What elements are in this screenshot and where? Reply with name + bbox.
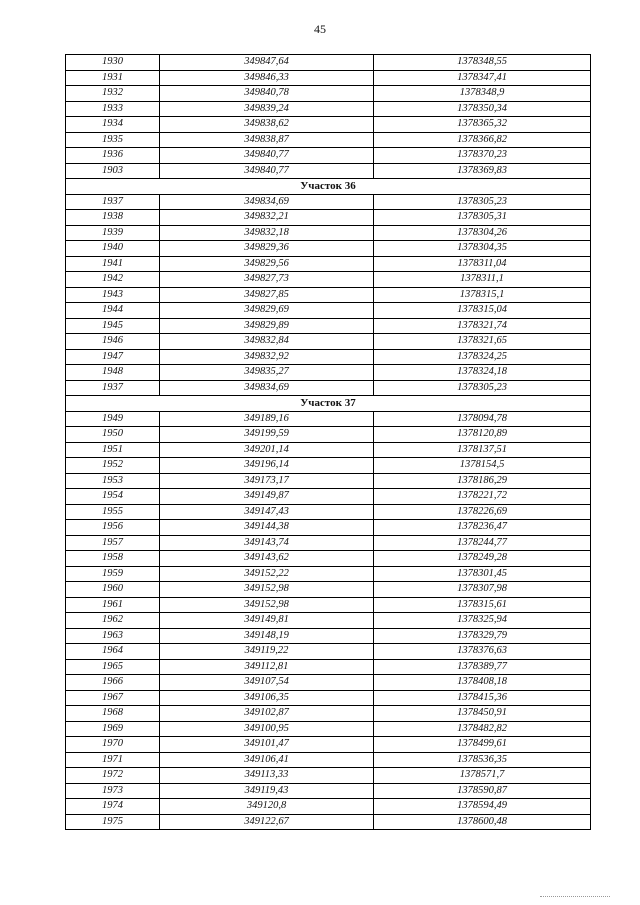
y-coordinate-cell: 1378590,87: [374, 783, 591, 799]
y-coordinate-cell: 1378366,82: [374, 132, 591, 148]
y-coordinate-cell: 1378482,82: [374, 721, 591, 737]
x-coordinate-cell: 349122,67: [160, 814, 374, 830]
table-row: [66, 613, 591, 629]
y-coordinate-cell: 1378369,83: [374, 163, 591, 179]
x-coordinate-cell: 349100,95: [160, 721, 374, 737]
x-coordinate-cell: 349840,77: [160, 163, 374, 179]
x-coordinate-cell: 349106,35: [160, 690, 374, 706]
y-coordinate-cell: 1378221,72: [374, 489, 591, 505]
y-coordinate-cell: 1378236,47: [374, 520, 591, 536]
x-coordinate-cell: 349846,33: [160, 70, 374, 86]
y-coordinate-cell: 1378324,18: [374, 365, 591, 381]
y-coordinate-cell: 1378154,5: [374, 458, 591, 474]
x-coordinate-cell: 349847,64: [160, 55, 374, 71]
y-coordinate-cell: 1378301,45: [374, 566, 591, 582]
point-number-cell: 1948: [66, 365, 160, 381]
point-number-cell: 1937: [66, 380, 160, 396]
point-number-cell: 1952: [66, 458, 160, 474]
table-row: [66, 582, 591, 598]
x-coordinate-cell: 349113,33: [160, 768, 374, 784]
point-number-cell: 1963: [66, 628, 160, 644]
y-coordinate-cell: 1378536,35: [374, 752, 591, 768]
x-coordinate-cell: 349839,24: [160, 101, 374, 117]
table-row: [66, 628, 591, 644]
y-coordinate-cell: 1378094,78: [374, 411, 591, 427]
y-coordinate-cell: 1378307,98: [374, 582, 591, 598]
table-row: [66, 721, 591, 737]
table-row: [66, 194, 591, 210]
y-coordinate-cell: 1378594,49: [374, 799, 591, 815]
point-number-cell: 1944: [66, 303, 160, 319]
y-coordinate-cell: 1378325,94: [374, 613, 591, 629]
y-coordinate-cell: 1378348,9: [374, 86, 591, 102]
x-coordinate-cell: 349119,22: [160, 644, 374, 660]
x-coordinate-cell: 349143,74: [160, 535, 374, 551]
point-number-cell: 1955: [66, 504, 160, 520]
point-number-cell: 1972: [66, 768, 160, 784]
point-number-cell: 1941: [66, 256, 160, 272]
table-row: [66, 504, 591, 520]
point-number-cell: 1962: [66, 613, 160, 629]
point-number-cell: 1961: [66, 597, 160, 613]
point-number-cell: 1933: [66, 101, 160, 117]
x-coordinate-cell: 349838,62: [160, 117, 374, 133]
x-coordinate-cell: 349107,54: [160, 675, 374, 691]
section-heading-row: [66, 179, 591, 195]
y-coordinate-cell: 1378370,23: [374, 148, 591, 164]
y-coordinate-cell: 1378315,61: [374, 597, 591, 613]
point-number-cell: 1936: [66, 148, 160, 164]
table-row: [66, 117, 591, 133]
table-row: [66, 287, 591, 303]
point-number-cell: 1975: [66, 814, 160, 830]
table-row: [66, 566, 591, 582]
y-coordinate-cell: 1378186,29: [374, 473, 591, 489]
table-row: [66, 163, 591, 179]
section-title: Участок 37: [66, 396, 591, 412]
x-coordinate-cell: 349834,69: [160, 194, 374, 210]
scan-mark: [540, 896, 610, 898]
x-coordinate-cell: 349148,19: [160, 628, 374, 644]
point-number-cell: 1947: [66, 349, 160, 365]
x-coordinate-cell: 349119,43: [160, 783, 374, 799]
x-coordinate-cell: 349189,16: [160, 411, 374, 427]
x-coordinate-cell: 349149,87: [160, 489, 374, 505]
table-row: [66, 659, 591, 675]
table-row: [66, 768, 591, 784]
point-number-cell: 1950: [66, 427, 160, 443]
y-coordinate-cell: 1378311,1: [374, 272, 591, 288]
table-row: [66, 535, 591, 551]
table-row: [66, 318, 591, 334]
x-coordinate-cell: 349173,17: [160, 473, 374, 489]
coordinates-table: [65, 54, 591, 830]
coordinates-table-body: [66, 55, 591, 830]
table-row: [66, 148, 591, 164]
x-coordinate-cell: 349144,38: [160, 520, 374, 536]
table-row: [66, 520, 591, 536]
table-row: [66, 752, 591, 768]
point-number-cell: 1937: [66, 194, 160, 210]
point-number-cell: 1973: [66, 783, 160, 799]
y-coordinate-cell: 1378571,7: [374, 768, 591, 784]
table-row: [66, 132, 591, 148]
table-row: [66, 799, 591, 815]
table-row: [66, 365, 591, 381]
y-coordinate-cell: 1378389,77: [374, 659, 591, 675]
x-coordinate-cell: 349201,14: [160, 442, 374, 458]
table-row: [66, 644, 591, 660]
x-coordinate-cell: 349838,87: [160, 132, 374, 148]
table-row: [66, 597, 591, 613]
table-row: [66, 303, 591, 319]
y-coordinate-cell: 1378600,48: [374, 814, 591, 830]
table-row: [66, 210, 591, 226]
point-number-cell: 1971: [66, 752, 160, 768]
y-coordinate-cell: 1378321,74: [374, 318, 591, 334]
x-coordinate-cell: 349152,98: [160, 582, 374, 598]
point-number-cell: 1949: [66, 411, 160, 427]
point-number-cell: 1957: [66, 535, 160, 551]
x-coordinate-cell: 349829,89: [160, 318, 374, 334]
table-row: [66, 783, 591, 799]
table-row: [66, 55, 591, 71]
x-coordinate-cell: 349840,78: [160, 86, 374, 102]
point-number-cell: 1951: [66, 442, 160, 458]
x-coordinate-cell: 349152,22: [160, 566, 374, 582]
table-row: [66, 675, 591, 691]
x-coordinate-cell: 349102,87: [160, 706, 374, 722]
x-coordinate-cell: 349199,59: [160, 427, 374, 443]
table-row: [66, 225, 591, 241]
y-coordinate-cell: 1378120,89: [374, 427, 591, 443]
y-coordinate-cell: 1378376,63: [374, 644, 591, 660]
table-row: [66, 349, 591, 365]
y-coordinate-cell: 1378350,34: [374, 101, 591, 117]
point-number-cell: 1970: [66, 737, 160, 753]
x-coordinate-cell: 349832,84: [160, 334, 374, 350]
y-coordinate-cell: 1378347,41: [374, 70, 591, 86]
x-coordinate-cell: 349829,56: [160, 256, 374, 272]
y-coordinate-cell: 1378315,04: [374, 303, 591, 319]
table-row: [66, 706, 591, 722]
point-number-cell: 1974: [66, 799, 160, 815]
point-number-cell: 1960: [66, 582, 160, 598]
x-coordinate-cell: 349827,73: [160, 272, 374, 288]
y-coordinate-cell: 1378305,23: [374, 380, 591, 396]
x-coordinate-cell: 349832,18: [160, 225, 374, 241]
x-coordinate-cell: 349829,36: [160, 241, 374, 257]
point-number-cell: 1935: [66, 132, 160, 148]
y-coordinate-cell: 1378329,79: [374, 628, 591, 644]
table-row: [66, 489, 591, 505]
table-row: [66, 256, 591, 272]
point-number-cell: 1945: [66, 318, 160, 334]
point-number-cell: 1956: [66, 520, 160, 536]
x-coordinate-cell: 349120,8: [160, 799, 374, 815]
y-coordinate-cell: 1378324,25: [374, 349, 591, 365]
section-title: Участок 36: [66, 179, 591, 195]
table-row: [66, 551, 591, 567]
point-number-cell: 1965: [66, 659, 160, 675]
x-coordinate-cell: 349196,14: [160, 458, 374, 474]
table-row: [66, 458, 591, 474]
point-number-cell: 1903: [66, 163, 160, 179]
point-number-cell: 1943: [66, 287, 160, 303]
point-number-cell: 1939: [66, 225, 160, 241]
x-coordinate-cell: 349835,27: [160, 365, 374, 381]
x-coordinate-cell: 349143,62: [160, 551, 374, 567]
x-coordinate-cell: 349152,98: [160, 597, 374, 613]
table-row: [66, 473, 591, 489]
table-row: [66, 427, 591, 443]
x-coordinate-cell: 349106,41: [160, 752, 374, 768]
y-coordinate-cell: 1378365,32: [374, 117, 591, 133]
y-coordinate-cell: 1378499,61: [374, 737, 591, 753]
point-number-cell: 1938: [66, 210, 160, 226]
y-coordinate-cell: 1378304,35: [374, 241, 591, 257]
point-number-cell: 1932: [66, 86, 160, 102]
y-coordinate-cell: 1378137,51: [374, 442, 591, 458]
x-coordinate-cell: 349829,69: [160, 303, 374, 319]
x-coordinate-cell: 349147,43: [160, 504, 374, 520]
table-row: [66, 70, 591, 86]
y-coordinate-cell: 1378311,04: [374, 256, 591, 272]
point-number-cell: 1958: [66, 551, 160, 567]
x-coordinate-cell: 349827,85: [160, 287, 374, 303]
y-coordinate-cell: 1378305,31: [374, 210, 591, 226]
point-number-cell: 1954: [66, 489, 160, 505]
x-coordinate-cell: 349834,69: [160, 380, 374, 396]
table-row: [66, 272, 591, 288]
y-coordinate-cell: 1378321,65: [374, 334, 591, 350]
y-coordinate-cell: 1378315,1: [374, 287, 591, 303]
y-coordinate-cell: 1378249,28: [374, 551, 591, 567]
point-number-cell: 1966: [66, 675, 160, 691]
table-row: [66, 86, 591, 102]
point-number-cell: 1946: [66, 334, 160, 350]
y-coordinate-cell: 1378244,77: [374, 535, 591, 551]
point-number-cell: 1968: [66, 706, 160, 722]
point-number-cell: 1969: [66, 721, 160, 737]
point-number-cell: 1940: [66, 241, 160, 257]
point-number-cell: 1942: [66, 272, 160, 288]
x-coordinate-cell: 349112,81: [160, 659, 374, 675]
table-row: [66, 411, 591, 427]
point-number-cell: 1953: [66, 473, 160, 489]
y-coordinate-cell: 1378305,23: [374, 194, 591, 210]
y-coordinate-cell: 1378415,36: [374, 690, 591, 706]
section-heading-row: [66, 396, 591, 412]
page-number: 45: [314, 22, 326, 36]
point-number-cell: 1967: [66, 690, 160, 706]
point-number-cell: 1931: [66, 70, 160, 86]
point-number-cell: 1934: [66, 117, 160, 133]
x-coordinate-cell: 349149,81: [160, 613, 374, 629]
table-row: [66, 690, 591, 706]
x-coordinate-cell: 349840,77: [160, 148, 374, 164]
table-row: [66, 737, 591, 753]
table-row: [66, 380, 591, 396]
y-coordinate-cell: 1378226,69: [374, 504, 591, 520]
y-coordinate-cell: 1378450,91: [374, 706, 591, 722]
y-coordinate-cell: 1378304,26: [374, 225, 591, 241]
x-coordinate-cell: 349101,47: [160, 737, 374, 753]
table-row: [66, 101, 591, 117]
y-coordinate-cell: 1378408,18: [374, 675, 591, 691]
y-coordinate-cell: 1378348,55: [374, 55, 591, 71]
point-number-cell: 1959: [66, 566, 160, 582]
point-number-cell: 1930: [66, 55, 160, 71]
point-number-cell: 1964: [66, 644, 160, 660]
x-coordinate-cell: 349832,21: [160, 210, 374, 226]
table-row: [66, 442, 591, 458]
x-coordinate-cell: 349832,92: [160, 349, 374, 365]
table-row: [66, 241, 591, 257]
table-row: [66, 814, 591, 830]
table-row: [66, 334, 591, 350]
